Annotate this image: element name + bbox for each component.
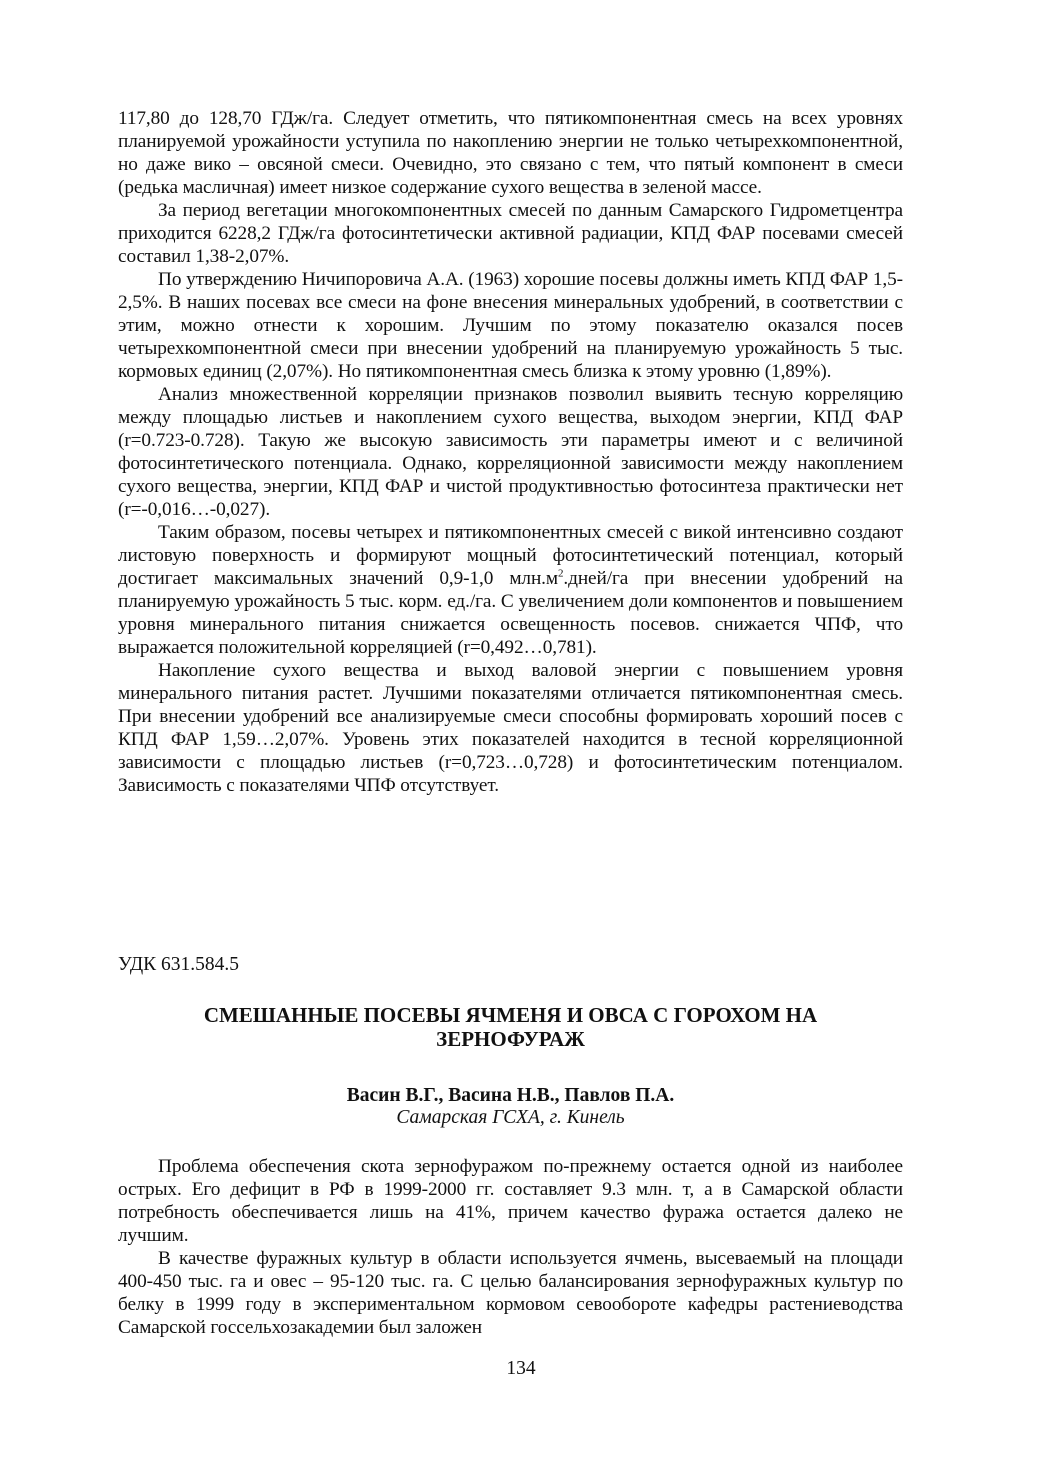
article2-body bbox=[118, 1155, 903, 1339]
article1-body bbox=[118, 107, 903, 797]
title-line-2: ЗЕРНОФУРАЖ bbox=[436, 1027, 585, 1051]
title-line-1: СМЕШАННЫЕ ПОСЕВЫ ЯЧМЕНЯ И ОВСА С ГОРОХОМ НА bbox=[203, 1003, 818, 1027]
article-title bbox=[118, 1003, 903, 1051]
paragraph-5-text-a: Таким образом, посевы четырех и пятикомпонентных смесей с викой интенсивно создают листовую поверхность и формируют мощный фотосинтетический потенциал, который достигает максимальных значений 0,9-1,0 млн.м bbox=[118, 522, 903, 589]
article2-paragraph-2: В качестве фуражных культур в области используется ячмень, высеваемый на площади 400-450 тыс. га и овес – 95-120 тыс. га. С целью балансирования зернофуражных культур по белку в 1999 году в экспериментальном кормовом севообороте кафедры растениеводства Самарской госсельхозакадемии был заложен bbox=[118, 1248, 903, 1338]
page-number: 134 bbox=[506, 1358, 536, 1379]
paragraph-5-text-b: .дней/га при внесении удобрений на планируемую урожайность 5 тыс. корм. ед./га. С увеличением доли компонентов и повышением уровня минерального питания снижается освещенность посевов. снижается ЧПФ, что выражается положительной корреляцией (r=0,492…0,781). bbox=[118, 568, 903, 658]
article2-paragraph-1: Проблема обеспечения скота зернофуражом по-прежнему остается одной из наиболее острых. Его дефицит в РФ в 1999-2000 гг. составляет 9.3 млн. т, а в Самарской области потребность обеспечивается лишь на 41%, причем качество фуража остается далеко не лучшим. bbox=[118, 1156, 903, 1246]
affiliation: Самарская ГСХА, г. Кинель bbox=[396, 1107, 625, 1128]
superscript-2: 2 bbox=[558, 567, 564, 580]
paragraph-6: Накопление сухого вещества и выход валовой энергии с повышением уровня минерального питания растет. Лучшими показателями отличается пятикомпонентная смесь. При внесении удобрений все анализируемые смеси способны формировать хороший посев с КПД ФАР 1,59…2,07%. Уровень этих показателей находится в тесной корреляционной зависимости с площадью листьев (r=0,723…0,728) и фотосинтетическим потенциалом. Зависимость с показателями ЧПФ отсутствует. bbox=[118, 660, 903, 796]
udc-code: УДК 631.584.5 bbox=[118, 954, 240, 975]
paragraph-5 bbox=[118, 521, 903, 659]
authors: Васин В.Г., Васина Н.В., Павлов П.А. bbox=[346, 1085, 675, 1106]
paragraph-1: 117,80 до 128,70 ГДж/га. Следует отметить, что пятикомпонентная смесь на всех уровнях планируемой урожайности уступила по накоплению энергии не только четырехкомпонентной, но даже вико – овсяной смеси. Очевидно, это связано с тем, что пятый компонент в смеси (редька масличная) имеет низкое содержание сухого вещества в зеленой массе. bbox=[118, 108, 903, 198]
paragraph-4: Анализ множественной корреляции признаков позволил выявить тесную корреляцию между площадью листьев и накоплением сухого вещества, выходом энергии, КПД ФАР (r=0.723-0.728). Такую же высокую зависимость эти параметры имеют и с величиной фотосинтетического потенциала. Однако, корреляционной зависимости между накоплением сухого вещества, энергии, КПД ФАР и чистой продуктивностью фотосинтеза практически нет (r=-0,016…-0,027). bbox=[118, 384, 903, 520]
paragraph-3: По утверждению Ничипоровича А.А. (1963) хорошие посевы должны иметь КПД ФАР 1,5-2,5%. В наших посевах все смеси на фоне внесения минеральных удобрений, в соответствии с этим, можно отнести к хорошим. Лучшим по этому показателю оказался посев четырехкомпонентной смеси при внесении удобрений на планируемую урожайность 5 тыс. кормовых единиц (2,07%). Но пятикомпонентная смесь близка к этому уровню (1,89%). bbox=[118, 269, 903, 382]
paragraph-2: За период вегетации многокомпонентных смесей по данным Самарского Гидрометцентра приходится 6228,2 ГДж/га фотосинтетически активной радиации, КПД ФАР посевами смесей составил 1,38-2,07%. bbox=[118, 200, 903, 267]
